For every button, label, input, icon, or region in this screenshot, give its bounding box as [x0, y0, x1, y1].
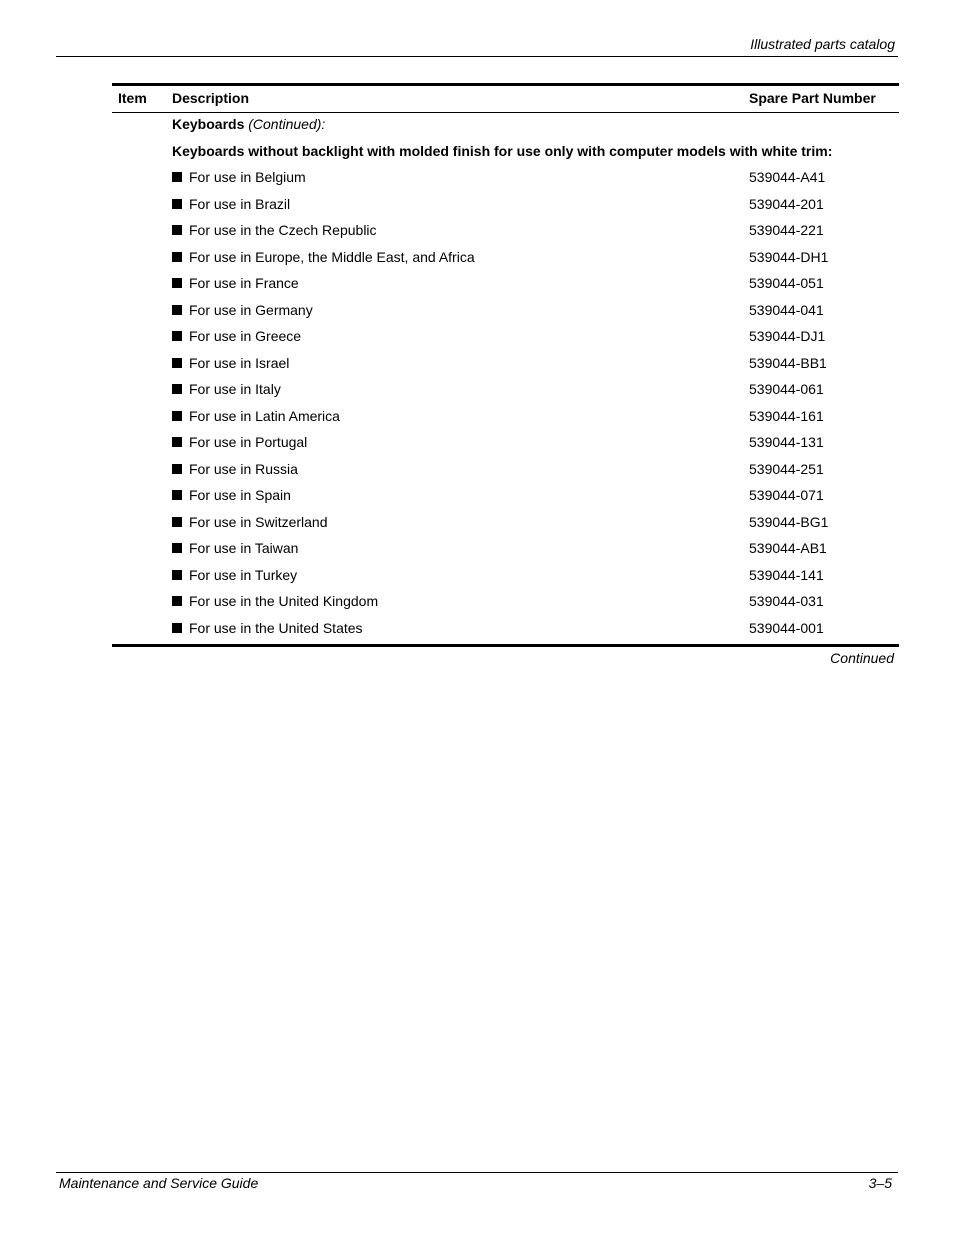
row-spare-part-number: 539044-DJ1 — [749, 328, 826, 344]
row-description — [172, 302, 313, 318]
column-header-spare-part-number: Spare Part Number — [749, 90, 876, 106]
square-bullet-icon — [172, 331, 182, 341]
group-label-suffix: (Continued): — [248, 116, 326, 132]
row-description-text: For use in Israel — [189, 354, 290, 371]
group-label-name: Keyboards — [172, 116, 245, 132]
square-bullet-icon — [172, 199, 182, 209]
row-spare-part-number: 539044-161 — [749, 407, 824, 424]
square-bullet-icon — [172, 384, 182, 394]
table-row — [112, 299, 899, 326]
square-bullet-icon — [172, 252, 182, 262]
row-description-text: For use in Italy — [189, 381, 281, 397]
row-spare-part-number: 539044-AB1 — [749, 540, 827, 556]
row-description-text: For use in Russia — [189, 460, 298, 477]
row-description — [172, 196, 290, 212]
section-title: Illustrated parts catalog — [750, 36, 895, 52]
subgroup-label: Keyboards without backlight with molded finish for use only with computer models with white trim: — [172, 142, 833, 159]
row-spare-part-number: 539044-BB1 — [749, 354, 827, 371]
table-row — [112, 193, 899, 220]
row-description-text: For use in Turkey — [189, 566, 298, 583]
row-description-text: For use in Belgium — [189, 169, 306, 185]
table-rows — [112, 166, 899, 643]
row-spare-part-number: 539044-051 — [749, 275, 824, 291]
table-row — [112, 590, 899, 617]
row-description — [172, 620, 363, 636]
row-description-text: For use in Switzerland — [189, 513, 328, 530]
row-description-text: For use in Germany — [189, 301, 313, 318]
row-spare-part-number: 539044-141 — [749, 566, 824, 583]
continued-note — [112, 647, 899, 669]
group-label — [172, 116, 325, 132]
row-description — [172, 381, 281, 397]
row-description — [172, 540, 298, 556]
subgroup-row — [112, 140, 899, 167]
row-description-text: For use in Taiwan — [189, 540, 299, 556]
square-bullet-icon — [172, 411, 182, 421]
row-description — [172, 593, 378, 609]
row-description-text: For use in Europe, the Middle East, and Africa — [189, 248, 475, 265]
row-spare-part-number: 539044-DH1 — [749, 248, 829, 265]
square-bullet-icon — [172, 490, 182, 500]
table-header-row — [112, 86, 899, 113]
row-description-text: For use in Brazil — [189, 195, 291, 212]
square-bullet-icon — [172, 570, 182, 580]
row-spare-part-number: 539044-061 — [749, 381, 824, 397]
row-description — [172, 328, 301, 344]
square-bullet-icon — [172, 596, 182, 606]
row-description-text: For use in Latin America — [189, 407, 340, 424]
group-row — [112, 113, 899, 140]
row-description-text: For use in the Czech Republic — [189, 222, 377, 238]
table-row — [112, 511, 899, 538]
table-row — [112, 272, 899, 299]
running-header — [56, 34, 898, 57]
row-spare-part-number: 539044-A41 — [749, 169, 826, 185]
square-bullet-icon — [172, 278, 182, 288]
square-bullet-icon — [172, 464, 182, 474]
column-header-item: Item — [118, 90, 147, 106]
table-row — [112, 537, 899, 564]
row-spare-part-number: 539044-001 — [749, 619, 824, 636]
row-description-text: For use in Spain — [189, 487, 291, 503]
table-row — [112, 219, 899, 246]
row-description — [172, 169, 306, 185]
running-footer — [56, 1172, 898, 1197]
row-spare-part-number: 539044-201 — [749, 195, 824, 212]
row-spare-part-number: 539044-BG1 — [749, 513, 829, 530]
table-row — [112, 378, 899, 405]
row-description — [172, 275, 299, 291]
row-description-text: For use in France — [189, 275, 299, 291]
row-description — [172, 355, 289, 371]
row-spare-part-number: 539044-221 — [749, 222, 824, 238]
square-bullet-icon — [172, 623, 182, 633]
row-description-text: For use in Greece — [189, 328, 302, 344]
row-description — [172, 461, 298, 477]
row-description — [172, 249, 475, 265]
square-bullet-icon — [172, 305, 182, 315]
row-spare-part-number: 539044-031 — [749, 593, 824, 609]
row-description-text: For use in Portugal — [189, 434, 308, 450]
row-description — [172, 487, 291, 503]
row-spare-part-number: 539044-131 — [749, 434, 824, 450]
table-row — [112, 617, 899, 644]
row-spare-part-number: 539044-041 — [749, 301, 824, 318]
table-row — [112, 564, 899, 591]
square-bullet-icon — [172, 437, 182, 447]
table-row — [112, 352, 899, 379]
row-description — [172, 434, 307, 450]
page-number: 3–5 — [868, 1175, 892, 1191]
square-bullet-icon — [172, 172, 182, 182]
row-spare-part-number: 539044-251 — [749, 460, 824, 477]
table-row — [112, 166, 899, 193]
row-description — [172, 567, 297, 583]
row-description-text: For use in the United Kingdom — [189, 593, 379, 609]
table-row — [112, 246, 899, 273]
row-spare-part-number: 539044-071 — [749, 487, 824, 503]
row-description — [172, 408, 340, 424]
square-bullet-icon — [172, 543, 182, 553]
parts-table — [112, 83, 899, 669]
continued-label: Continued — [830, 650, 894, 666]
table-row — [112, 325, 899, 352]
square-bullet-icon — [172, 358, 182, 368]
table-row — [112, 458, 899, 485]
square-bullet-icon — [172, 517, 182, 527]
row-description-text: For use in the United States — [189, 619, 363, 636]
row-description — [172, 222, 377, 238]
square-bullet-icon — [172, 225, 182, 235]
row-description — [172, 514, 328, 530]
table-row — [112, 484, 899, 511]
table-row — [112, 405, 899, 432]
column-header-description: Description — [172, 90, 250, 106]
table-row — [112, 431, 899, 458]
guide-title: Maintenance and Service Guide — [59, 1175, 259, 1191]
